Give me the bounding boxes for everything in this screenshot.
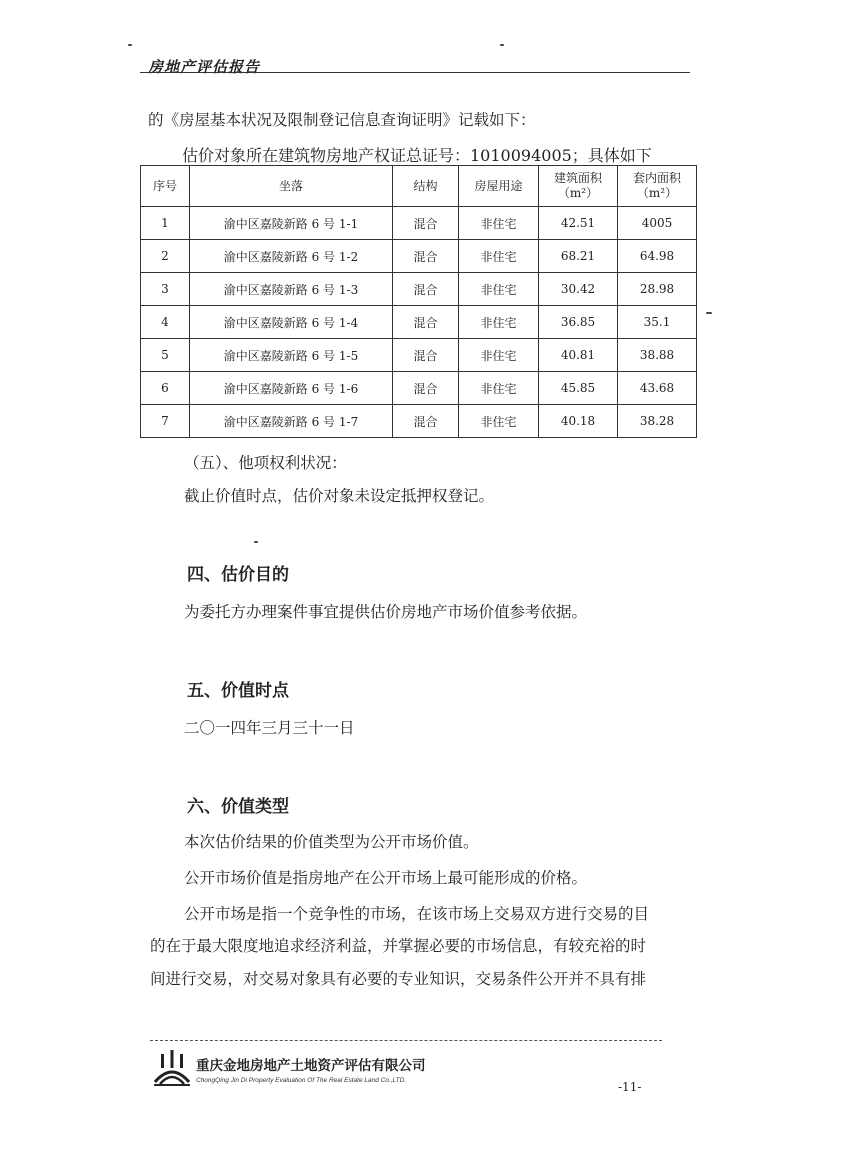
col-header-structure: 结构 <box>393 166 459 207</box>
section-heading-value-date: 五、价值时点 <box>187 681 289 701</box>
table-header-row <box>141 166 697 207</box>
table-row <box>141 339 697 372</box>
value-type-paragraph-3-line: 的在于最大限度地追求经济利益，并掌握必要的市场信息，有较充裕的时 <box>150 937 647 955</box>
value-date-text: 二〇一四年三月三十一日 <box>184 719 355 737</box>
cell-no: 2 <box>141 240 190 273</box>
cell-inner-area: 28.98 <box>618 273 697 306</box>
cell-no: 6 <box>141 372 190 405</box>
company-logo <box>152 1048 192 1088</box>
other-rights-text: 截止价值时点，估价对象未设定抵押权登记。 <box>184 487 495 505</box>
cell-usage: 非住宅 <box>459 240 539 273</box>
cell-inner-area: 4005 <box>618 207 697 240</box>
cell-usage: 非住宅 <box>459 339 539 372</box>
company-name-cn: 重庆金地房地产土地资产评估有限公司 <box>196 1058 426 1074</box>
cell-usage: 非住宅 <box>459 372 539 405</box>
table-row <box>141 372 697 405</box>
cell-inner-area: 43.68 <box>618 372 697 405</box>
cell-location: 渝中区嘉陵新路 6 号 1-1 <box>190 207 393 240</box>
cell-location: 渝中区嘉陵新路 6 号 1-5 <box>190 339 393 372</box>
cell-inner-area: 38.88 <box>618 339 697 372</box>
page-number: -11- <box>618 1080 642 1094</box>
col-header-usage: 房屋用途 <box>459 166 539 207</box>
cell-location: 渝中区嘉陵新路 6 号 1-3 <box>190 273 393 306</box>
value-type-paragraph-2: 公开市场价值是指房地产在公开市场上最可能形成的价格。 <box>184 869 588 887</box>
cell-inner-area: 64.98 <box>618 240 697 273</box>
cell-building-area: 68.21 <box>539 240 618 273</box>
cell-structure: 混合 <box>393 339 459 372</box>
col-header-inner-area <box>618 166 697 207</box>
table-row <box>141 240 697 273</box>
cell-structure: 混合 <box>393 273 459 306</box>
cell-structure: 混合 <box>393 405 459 438</box>
cell-no: 1 <box>141 207 190 240</box>
cell-location: 渝中区嘉陵新路 6 号 1-4 <box>190 306 393 339</box>
cell-no: 5 <box>141 339 190 372</box>
inner-area-label: 套内面积 <box>632 171 681 185</box>
table-row <box>141 405 697 438</box>
col-header-building-area <box>539 166 618 207</box>
building-area-label: 建筑面积 <box>553 171 602 185</box>
scan-speck <box>254 541 258 543</box>
footer-divider <box>150 1040 662 1041</box>
cell-building-area: 36.85 <box>539 306 618 339</box>
value-type-paragraph-3-line: 公开市场是指一个竞争性的市场，在该市场上交易双方进行交易的目 <box>184 905 650 923</box>
report-header-title: 房地产评估报告 <box>148 58 261 76</box>
cell-inner-area: 38.28 <box>618 405 697 438</box>
section-heading-purpose: 四、估价目的 <box>187 565 289 585</box>
table-row <box>141 273 697 306</box>
table-row <box>141 306 697 339</box>
cell-location: 渝中区嘉陵新路 6 号 1-6 <box>190 372 393 405</box>
property-registration-table <box>140 165 697 438</box>
company-name-en: ChongQing Jin Di Property Evaluation Of The Real Estate Land Co.,LTD. <box>196 1077 407 1084</box>
scan-speck <box>500 44 504 46</box>
cell-usage: 非住宅 <box>459 405 539 438</box>
cell-inner-area: 35.1 <box>618 306 697 339</box>
cell-usage: 非住宅 <box>459 273 539 306</box>
cell-building-area: 40.81 <box>539 339 618 372</box>
scan-speck <box>706 312 712 314</box>
cell-building-area: 30.42 <box>539 273 618 306</box>
cell-no: 4 <box>141 306 190 339</box>
certificate-number-line: 估价对象所在建筑物房地产权证总证号：1010094005；具体如下 <box>182 146 652 165</box>
inner-area-unit: （m²） <box>636 186 678 200</box>
col-header-no: 序号 <box>141 166 190 207</box>
purpose-text: 为委托方办理案件事宜提供估价房地产市场价值参考依据。 <box>184 603 588 621</box>
cell-no: 7 <box>141 405 190 438</box>
cell-location: 渝中区嘉陵新路 6 号 1-2 <box>190 240 393 273</box>
value-type-paragraph-3-line: 间进行交易，对交易对象具有必要的专业知识，交易条件公开并不具有排 <box>150 970 647 988</box>
cell-usage: 非住宅 <box>459 306 539 339</box>
cell-structure: 混合 <box>393 306 459 339</box>
building-area-unit: （m²） <box>557 186 599 200</box>
scan-speck <box>128 44 132 46</box>
cell-structure: 混合 <box>393 240 459 273</box>
cell-structure: 混合 <box>393 372 459 405</box>
intro-line: 的《房屋基本状况及限制登记信息查询证明》记载如下： <box>148 111 536 129</box>
cell-usage: 非住宅 <box>459 207 539 240</box>
cell-structure: 混合 <box>393 207 459 240</box>
cell-building-area: 45.85 <box>539 372 618 405</box>
cell-building-area: 42.51 <box>539 207 618 240</box>
other-rights-heading: （五）、他项权利状况： <box>184 454 347 472</box>
section-heading-value-type: 六、价值类型 <box>187 797 289 817</box>
cell-building-area: 40.18 <box>539 405 618 438</box>
cell-no: 3 <box>141 273 190 306</box>
col-header-location: 坐落 <box>190 166 393 207</box>
table-row <box>141 207 697 240</box>
cell-location: 渝中区嘉陵新路 6 号 1-7 <box>190 405 393 438</box>
header-divider <box>140 72 690 73</box>
value-type-paragraph-1: 本次估价结果的价值类型为公开市场价值。 <box>184 833 479 851</box>
